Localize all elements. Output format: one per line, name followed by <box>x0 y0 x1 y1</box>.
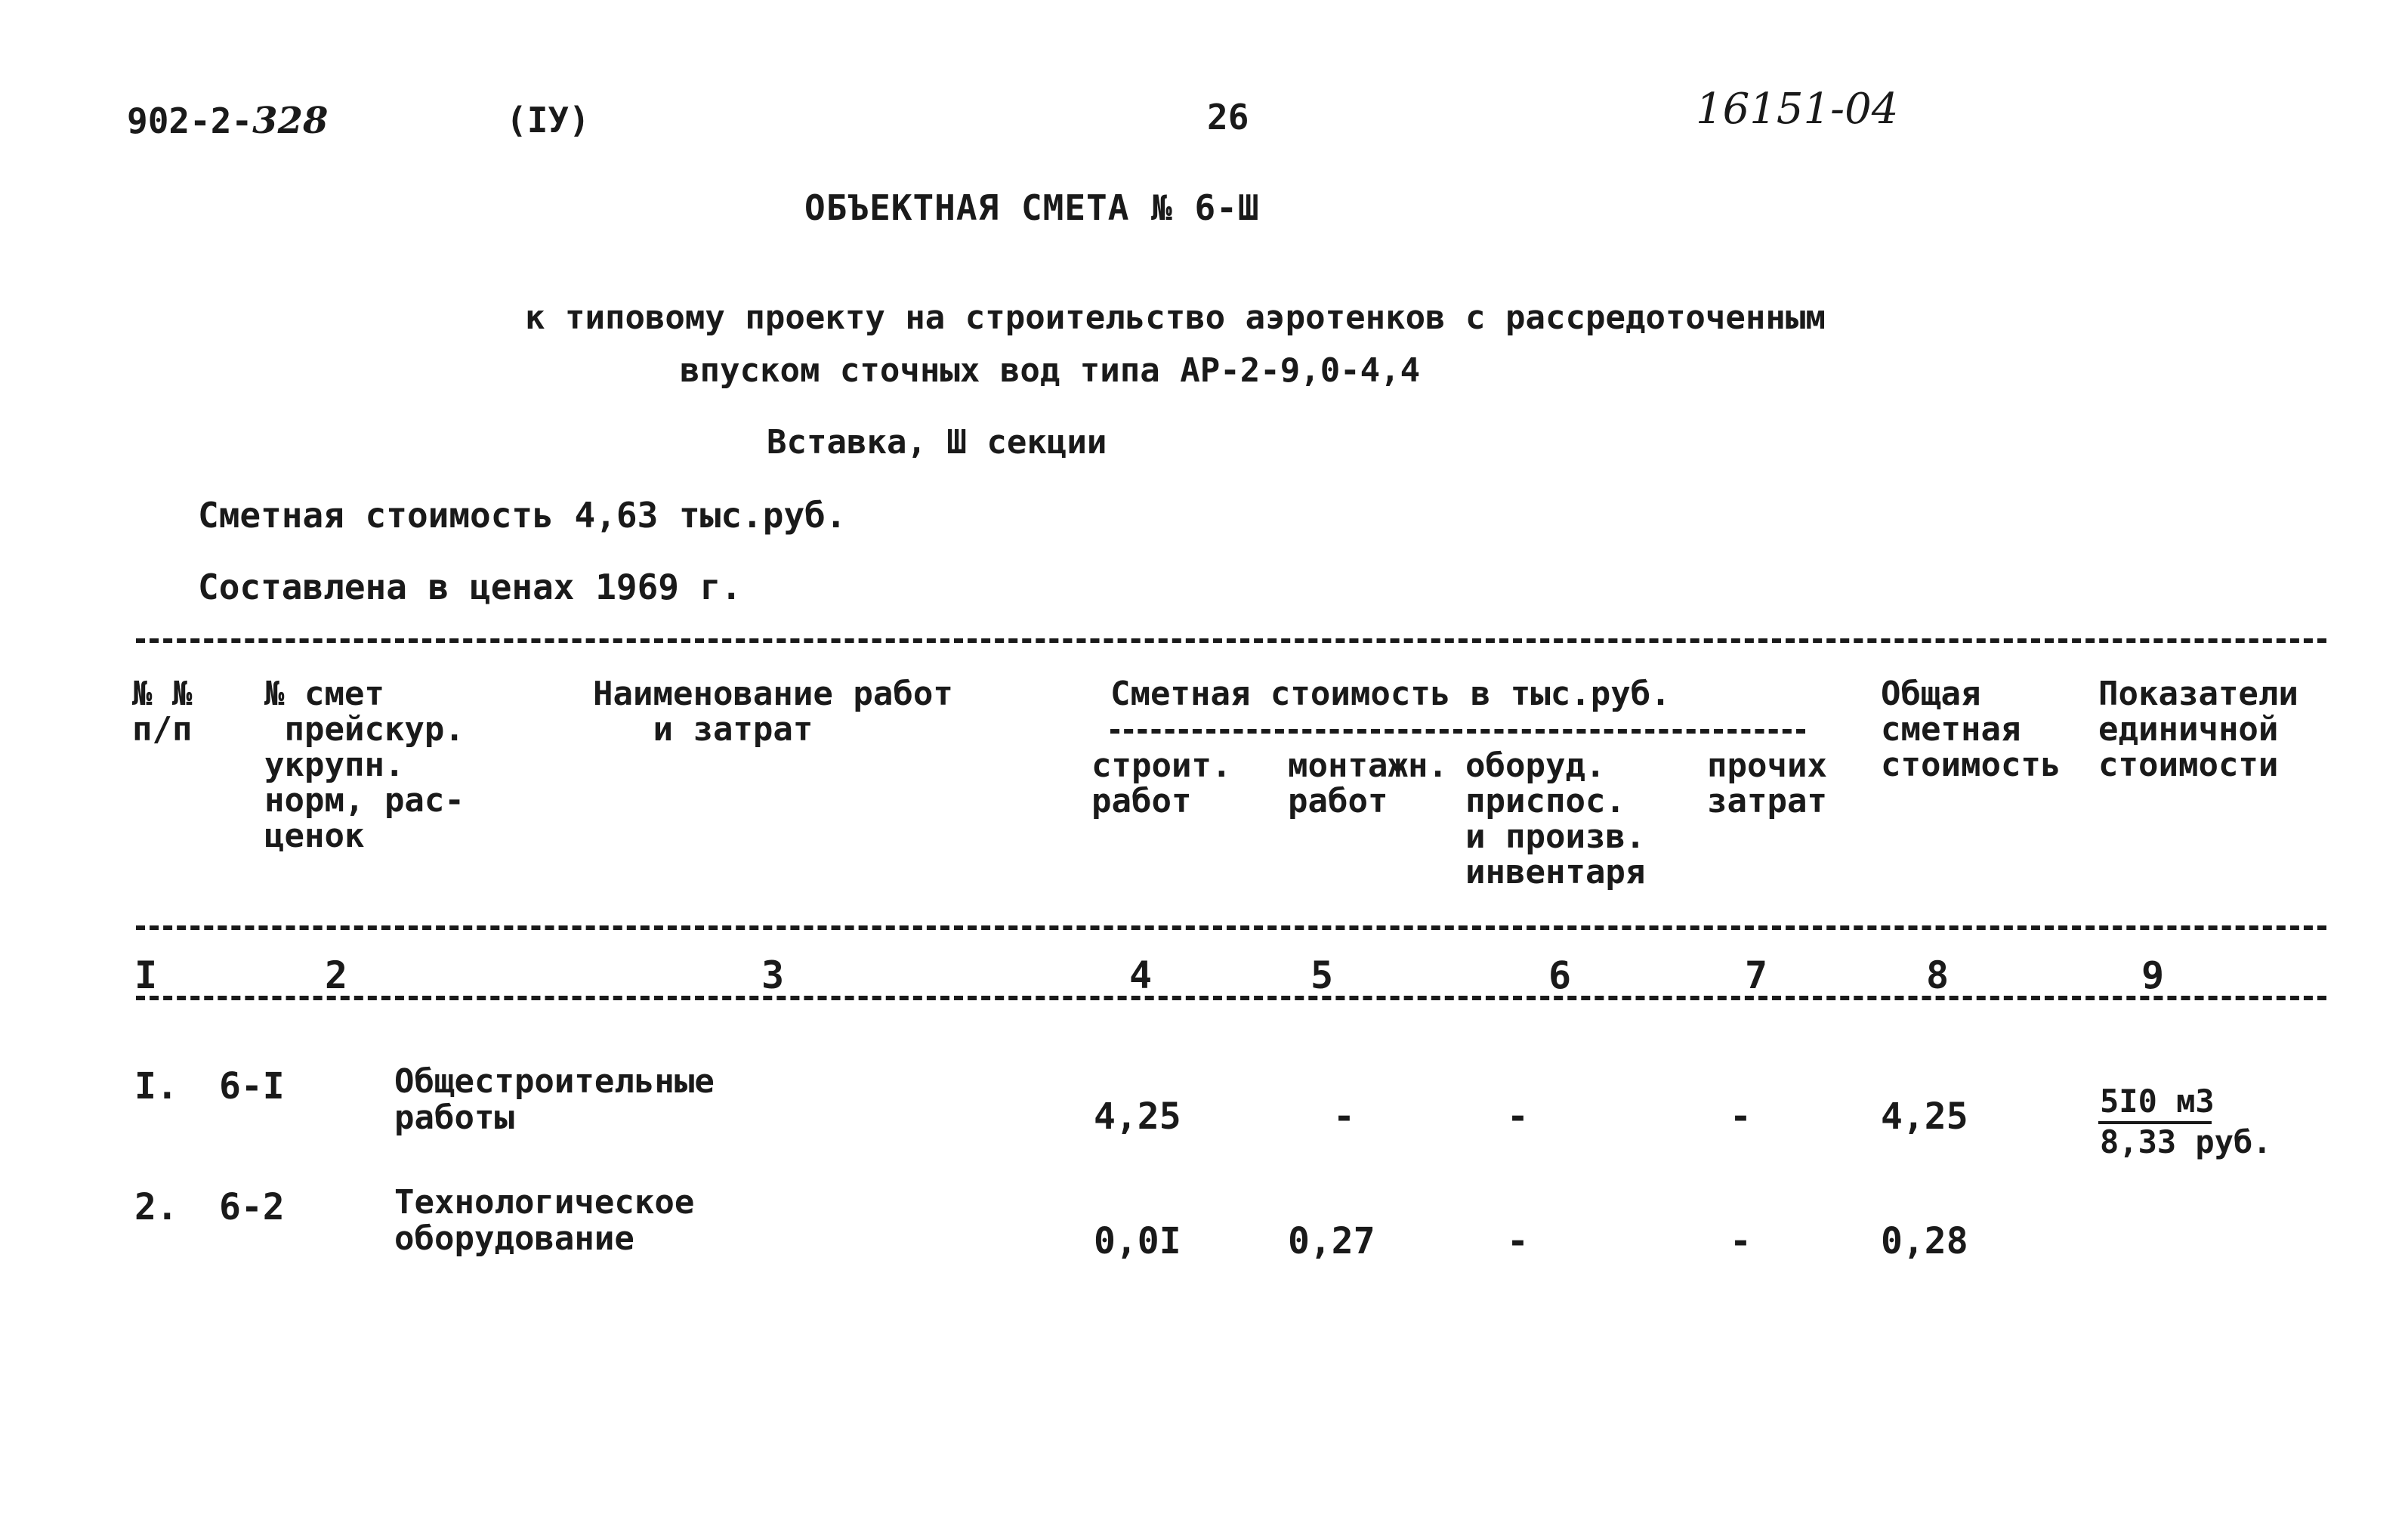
row-work-name: Общестроительные работы <box>394 1062 715 1137</box>
row-total-cost: 4,25 <box>1881 1095 1968 1138</box>
row-other-cost: - <box>1730 1095 1752 1138</box>
document-title: ОБЪЕКТНАЯ СМЕТА № 6-Ш <box>804 187 1260 228</box>
header-row-number: № № п/п <box>132 675 193 749</box>
column-number-3: 3 <box>761 953 785 997</box>
section-title: Вставка, Ш секции <box>767 423 1107 462</box>
header-estimate-code: № смет прейскур. укрупн. норм, рас- ценок <box>264 675 465 855</box>
header-unit-indicators: Показатели единичной стоимости <box>2098 675 2298 784</box>
row-estimate-code: 6-2 <box>219 1186 285 1228</box>
estimated-cost: Сметная стоимость 4,63 тыс.руб. <box>198 495 847 536</box>
column-number-rule <box>136 996 2326 1000</box>
row-construction-cost: 0,0I <box>1094 1220 1181 1262</box>
document-subtitle-line2: впуском сточных вод типа АР-2-9,0-4,4 <box>680 351 1421 390</box>
row-indicator-unit-cost: 8,33 руб. <box>2100 1123 2272 1160</box>
header-equipment: оборуд. приспос. и произв. инвентаря <box>1465 746 1646 891</box>
row-installation-cost: 0,27 <box>1288 1220 1375 1262</box>
row-construction-cost: 4,25 <box>1094 1095 1181 1138</box>
column-number-8: 8 <box>1926 953 1950 997</box>
row-indicator-volume: 5I0 м3 <box>2100 1083 2215 1120</box>
row-equipment-cost: - <box>1507 1220 1529 1262</box>
row-number: I. <box>134 1065 178 1108</box>
column-number-5: 5 <box>1311 953 1334 997</box>
row-total-cost: 0,28 <box>1881 1220 1968 1262</box>
column-number-2: 2 <box>325 953 348 997</box>
row-number: 2. <box>134 1186 178 1228</box>
row-estimate-code: 6-I <box>219 1065 285 1108</box>
header-bottom-rule <box>136 925 2326 930</box>
column-number-6: 6 <box>1548 953 1572 997</box>
volume-label: (IУ) <box>506 100 590 141</box>
document-code-prefix: 902-2- <box>127 100 253 141</box>
header-total-cost: Общая сметная стоимость <box>1881 675 2061 784</box>
header-work-name: Наименование работ и затрат <box>593 675 953 749</box>
row-work-name: Технологическое оборудование <box>394 1183 695 1258</box>
prices-year: Составлена в ценах 1969 г. <box>198 567 742 607</box>
page-number: 26 <box>1207 97 1249 137</box>
table-top-rule <box>136 638 2326 643</box>
column-number-7: 7 <box>1745 953 1768 997</box>
header-installation-works: монтажн. работ <box>1288 746 1448 820</box>
column-number-9: 9 <box>2141 953 2165 997</box>
header-other-costs: прочих затрат <box>1707 746 1827 820</box>
document-subtitle-line1: к типовому проекту на строительство аэротенков с рассредоточенным <box>525 298 1826 337</box>
column-number-1: I <box>134 953 158 997</box>
row-installation-cost: - <box>1333 1095 1355 1138</box>
column-number-4: 4 <box>1129 953 1153 997</box>
header-construction-works: строит. работ <box>1091 746 1232 820</box>
row-equipment-cost: - <box>1507 1095 1529 1138</box>
archive-number-handwritten: 16151-04 <box>1696 85 1899 134</box>
document-code <box>127 100 328 142</box>
document-code-handwritten: 328 <box>252 100 329 142</box>
header-group-rule <box>1110 729 1805 734</box>
row-other-cost: - <box>1730 1220 1752 1262</box>
header-cost-group: Сметная стоимость в тыс.руб. <box>1110 675 1671 713</box>
